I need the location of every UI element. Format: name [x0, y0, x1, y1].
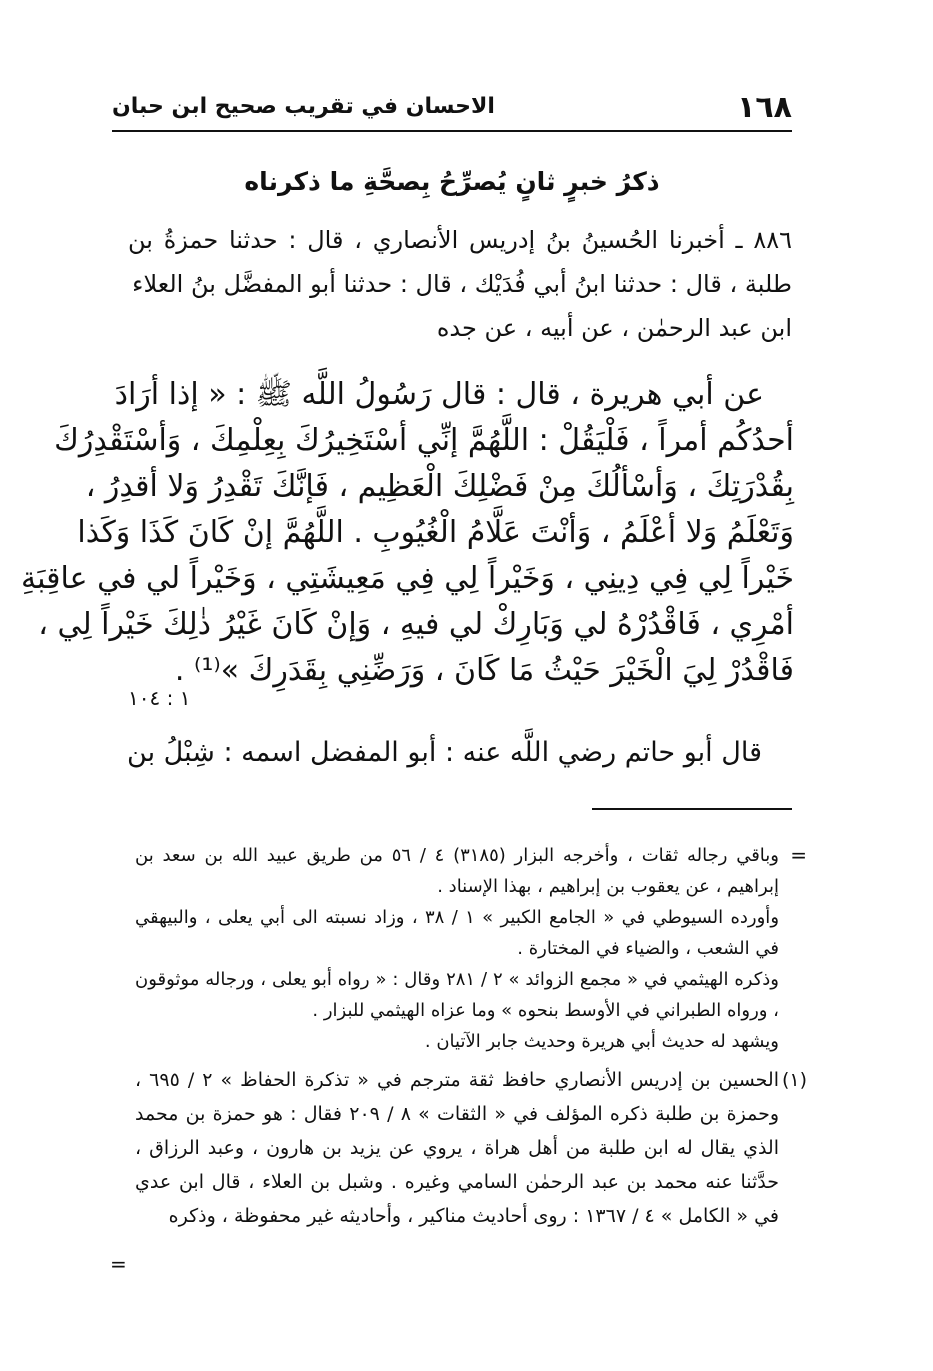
footnotes: [135, 840, 807, 1239]
isnad-paragraph: ٨٨٦ ـ أخبرنا الحُسينُ بنُ إدريس الأنصاري ، قال : حدثنا حمزةُ بن طلبة ، قال : حدثنا ابنُ أبي فُدَيْك ، قال : حدثنا أبو المفضَّل بنُ العلاء: [128, 226, 792, 298]
section-heading: ذكرُ خبرٍ ثانٍ يُصرِّحُ بِصحَّةِ ما ذكرناه: [244, 167, 660, 196]
hadith-isnad: [128, 218, 792, 350]
hadith-text: [21, 372, 794, 694]
hadith-line: وَتَعْلَمُ وَلا أعْلَمُ ، وَأنْتَ عَلَّامُ الْغُيُوبِ . اللَّهُمَّ إنْ كَانَ كَذَا وَكَذا: [77, 515, 794, 550]
continuation-marker-end: =: [110, 1252, 127, 1276]
hadith-line: أحدُكُم أمراً ، فَلْيَقُلْ : اللَّهُمَّ إنِّي أسْتَخِيرُكَ بِعِلْمِكَ ، وَأسْتَقْدِرُكَ: [54, 423, 794, 458]
footnote-continuation: [135, 840, 807, 1057]
hadith-line: فَاقْدُرْ لِيَ الْخَيْرَ حَيْثُ مَا كَانَ ، وَرَضِّنِي بِقَدَرِكَ »⁽¹⁾ .: [174, 653, 794, 688]
isnad-paragraph: ابن عبد الرحمٰن ، عن أبيه ، عن جده: [436, 314, 792, 342]
footnote-paragraph: ويشهد له حديث أبي هريرة وحديث جابر الآتيان .: [424, 1031, 779, 1052]
footnote-1: [135, 1063, 807, 1233]
page-number: ١٦٨: [737, 90, 792, 125]
header-divider: [112, 130, 792, 132]
cross-reference: ١ : ١٠٤: [128, 686, 191, 710]
footnote-divider: [592, 808, 792, 810]
continuation-marker: =: [790, 843, 807, 867]
footnote-paragraph: وذكره الهيثمي في « مجمع الزوائد » ٢ / ٢٨١ وقال : « رواه أبو يعلى ، ورجاله موثوقون ، ورواه الطبراني في الأوسط بنحوه » وما عزاه الهيثمي للبزار .: [135, 969, 779, 1021]
hadith-line: بِقُدْرَتِكَ ، وَأسْألُكَ مِنْ فَضْلِكَ الْعَظِيم ، فَإنَّكَ تَقْدِرُ وَلا أقدِرُ ،: [85, 469, 794, 504]
footnote-paragraph: وأورده السيوطي في « الجامع الكبير » ١ / ٣٨ ، وزاد نسبته الى أبي يعلى ، والبيهقي في الشعب ، والضياء في المختارة .: [135, 907, 780, 959]
book-title: الاحسان في تقريب صحيح ابن حبان: [112, 94, 495, 119]
hadith-line: أمْرِي ، فَاقْدُرْهُ لي وَبَارِكْ لي فيهِ ، وَإنْ كَانَ غَيْرُ ذٰلِكَ خَيْراً لِي ،: [38, 607, 794, 642]
footnote-paragraph: الحسين بن إدريس الأنصاري حافظ ثقة مترجم في « تذكرة الحفاظ » ٢ / ٦٩٥ ، وحمزة بن طلبة ذكره المؤلف في « الثقات » ٨ / ٢٠٩ فقال : هو حمزة بن محمد الذي يقال له ابن طلبة من أهل هراة ، يروي عن يزيد بن هارون ، وعبد الرزاق ، حدَّثنا عنه محمد بن عبد الرحمٰن السامي وغيره . وشبل بن العلاء ، قال ابن عدي في « الكامل » ٤ / ١٣٦٧ : روى أحاديث مناكير ، وأحاديثه غير محفوظة ، وذكره: [135, 1069, 779, 1227]
hadith-line: عن أبي هريرة ، قال : قال رَسُولُ اللَّه ﷺ : « إذا أرَادَ: [114, 377, 764, 412]
running-header: [112, 90, 792, 128]
footnote-paragraph: وباقي رجاله ثقات ، وأخرجه البزار (٣١٨٥) ٤ / ٥٦ من طريق عبيد الله بن سعد بن إبراهيم ، عن يعقوب بن إبراهيم ، بهذا الإسناد .: [135, 845, 779, 897]
author-comment: قال أبو حاتم رضي اللَّه عنه : أبو المفضل اسمه : شِبْلُ بن: [127, 737, 762, 768]
hadith-line: خَيْراً لِي فِي دِينِي ، وَخَيْراً لِي فِي مَعِيشَتِي ، وَخَيْراً لي في عاقِبَةِ: [21, 561, 794, 596]
footnote-number: (١): [781, 1069, 807, 1091]
